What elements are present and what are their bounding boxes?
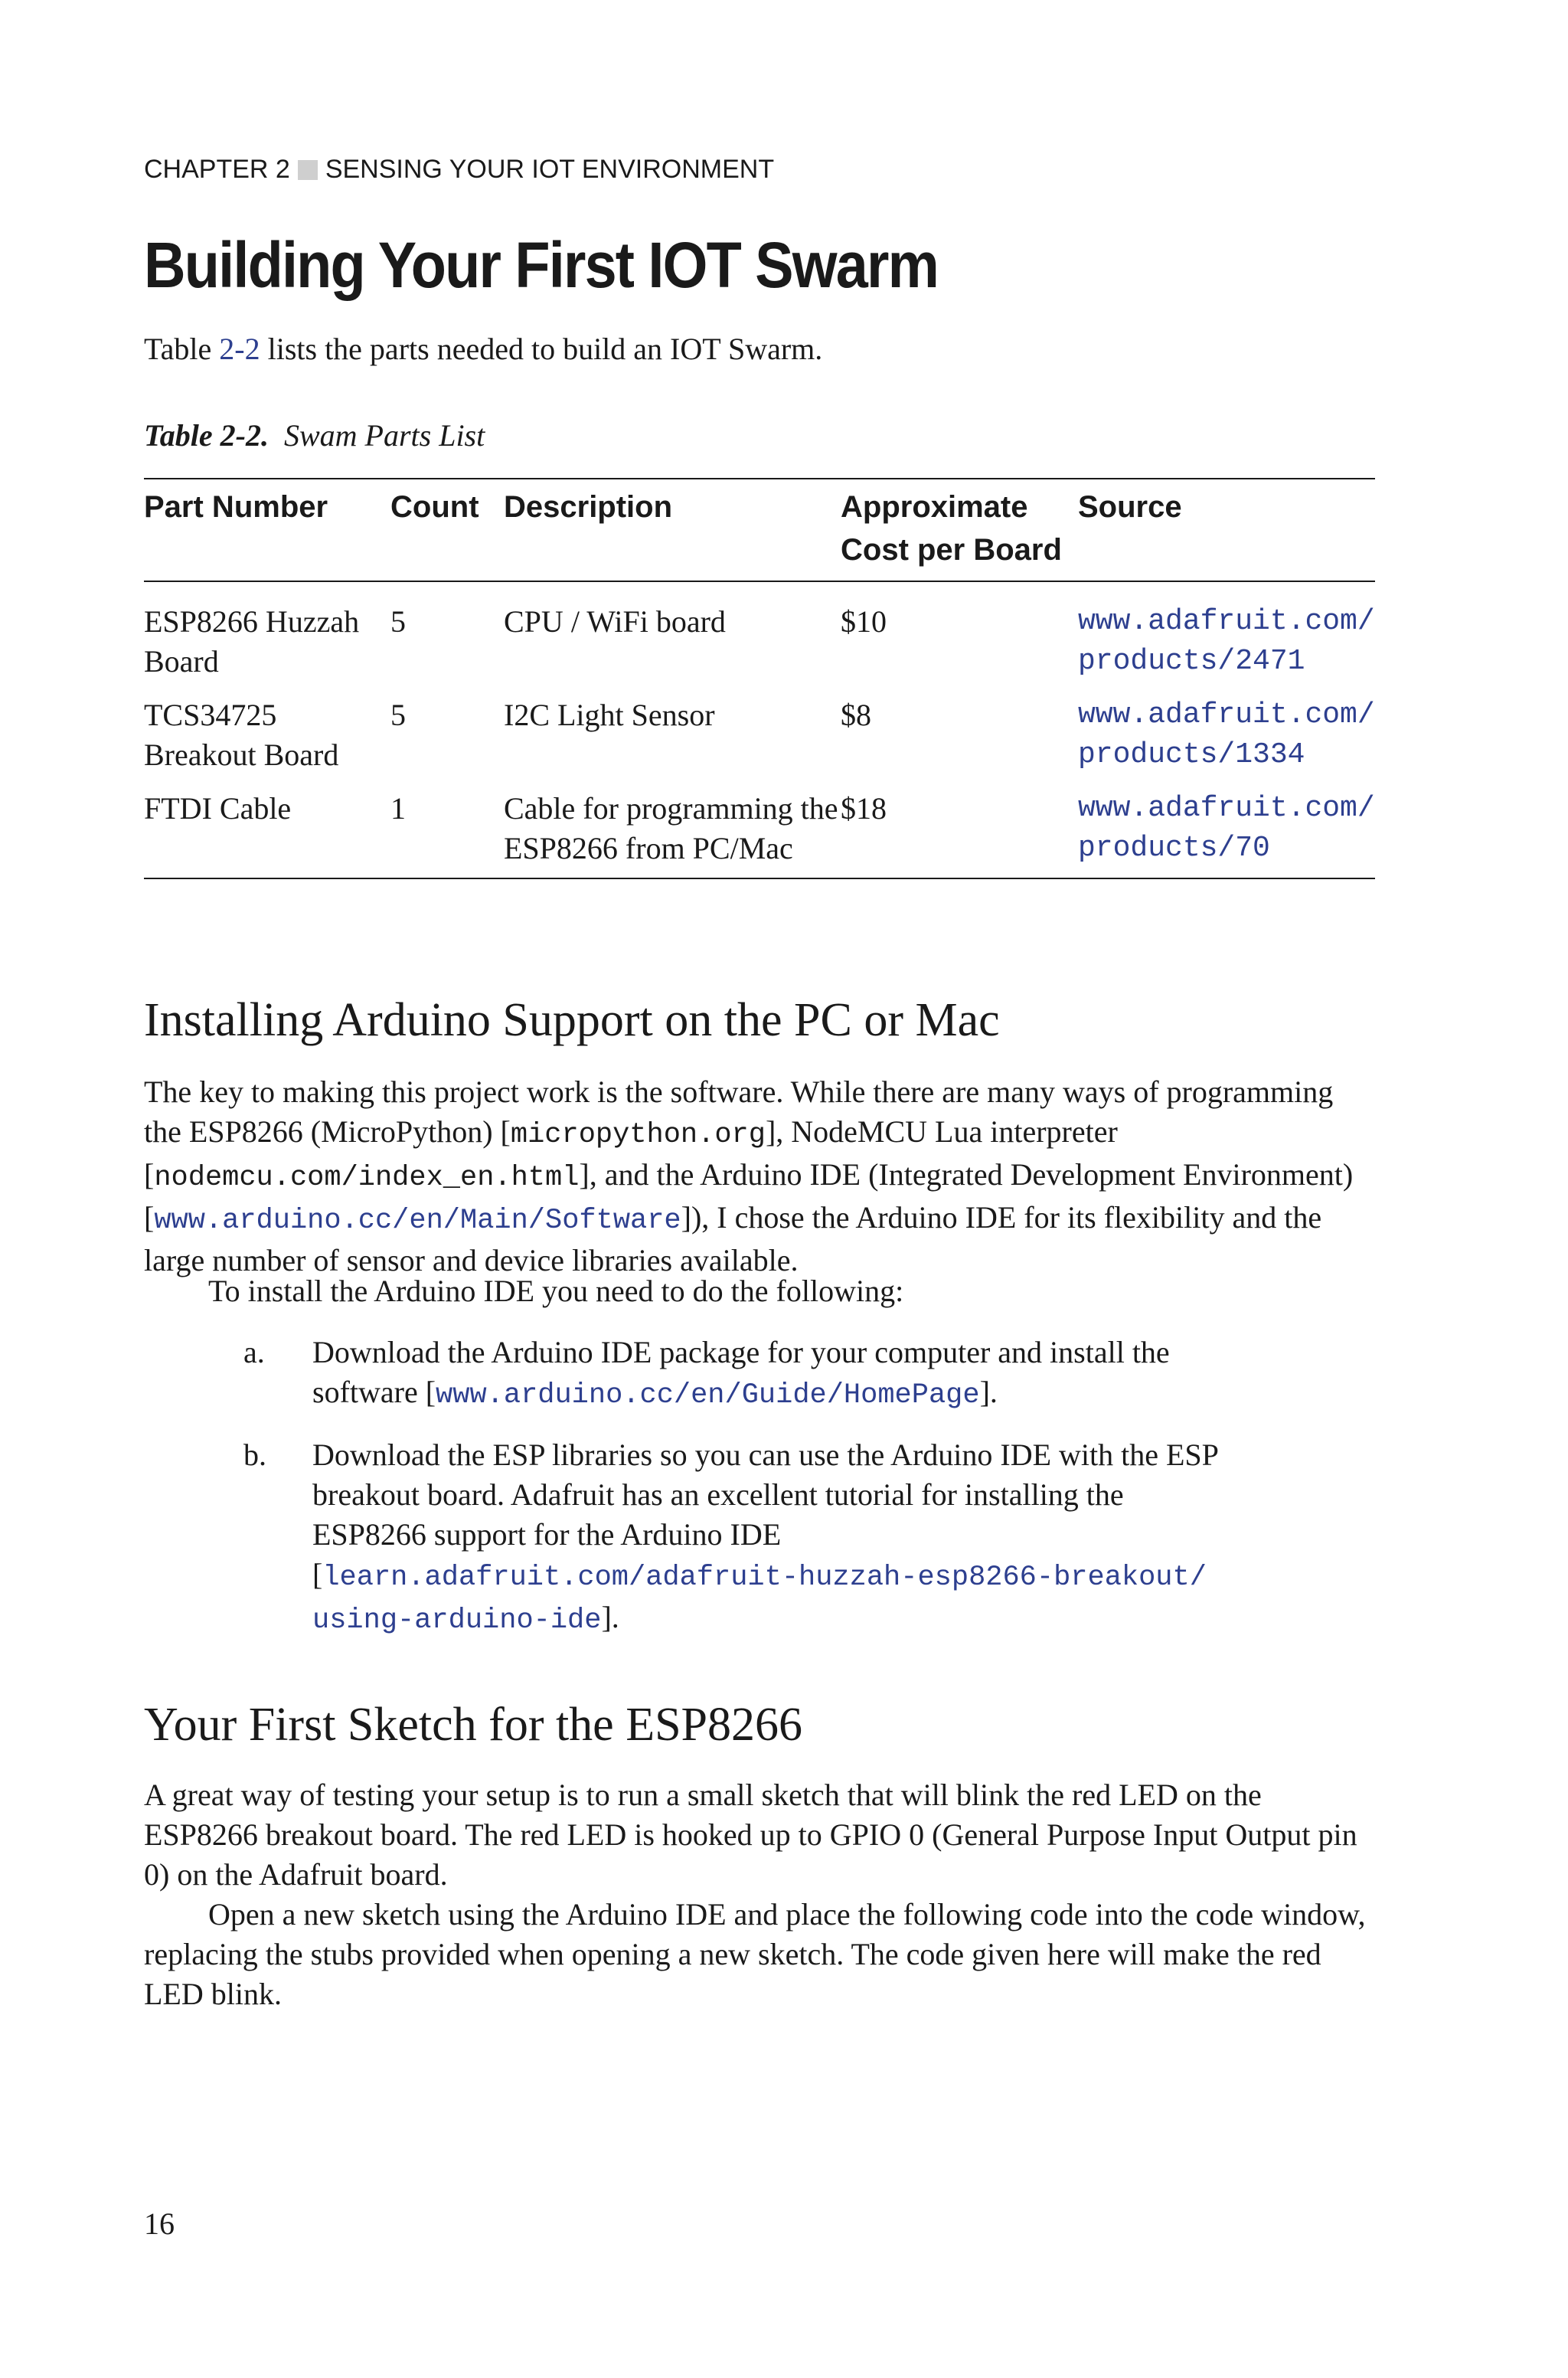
cell-part: ESP8266 Huzzah Board [144,604,360,679]
parts-table [144,478,1375,879]
chapter-title: SENSING YOUR IOT ENVIRONMENT [325,155,775,184]
section2-paragraph-2: Open a new sketch using the Arduino IDE and place the following code into the code window, replacing the stubs provided when opening a new sketch. The code given here will make the red LED blink. [144,1897,1366,2011]
micropython-link[interactable]: micropython.org [510,1119,766,1151]
list-marker: a. [243,1335,265,1369]
adafruit-tutorial-link[interactable]: learn.adafruit.com/adafruit-huzzah-esp8266-breakout/ using-arduino-ide [312,1562,1207,1637]
cell-cost: $8 [841,698,871,732]
list-item-text: Download the Arduino IDE package for your computer and install the software [ [312,1335,1170,1409]
list-marker: b. [243,1438,266,1472]
cell-description: I2C Light Sensor [504,698,715,732]
cell-source-link[interactable]: www.adafruit.com/ products/70 [1078,789,1375,878]
header-cost [841,479,1078,581]
header-description: Description [504,479,841,581]
list-text [312,1435,1239,1640]
square-separator-icon [298,160,318,180]
page-number: 16 [144,2206,175,2241]
p1-text-c: ], and the Arduino IDE (Integrated Development Environment) [ [144,1157,1354,1235]
arduino-software-link[interactable]: www.arduino.cc/en/Main/Software [154,1205,681,1237]
table-caption-label: Table 2-2. [144,418,269,453]
intro-text: Table [144,332,220,366]
table-row [144,695,1375,789]
cell-part: TCS34725 Breakout Board [144,698,339,772]
table-row [144,581,1375,695]
intro-text-end: lists the parts needed to build an IOT Swarm. [260,332,823,366]
table-caption-text: Swam Parts List [283,418,485,453]
cell-count: 1 [390,789,504,878]
nodemcu-link[interactable]: nodemcu.com/index_en.html [154,1162,580,1194]
cell-description: Cable for programming the ESP8266 from PC/Mac [504,789,841,878]
p1-text-d: ]), I chose the Arduino IDE for its flexibility and the large number of sensor and device libraries available. [144,1200,1322,1277]
cell-source-link[interactable]: www.adafruit.com/ products/2471 [1078,605,1375,678]
cell-count: 5 [390,698,406,732]
arduino-guide-link[interactable]: www.arduino.cc/en/Guide/HomePage [436,1379,980,1411]
p1-text-b: ], NodeMCU Lua interpreter [ [144,1114,1118,1192]
list-item [243,1333,1239,1415]
table-header-row [144,479,1375,581]
cell-source-link[interactable]: www.adafruit.com/ products/1334 [1078,698,1375,771]
section-heading-arduino-support: Installing Arduino Support on the PC or Mac [144,994,1000,1046]
cell-cost: $18 [841,789,1078,878]
header-source: Source [1078,479,1375,581]
page-title: Building Your First IOT Swarm [144,229,939,301]
cell-count: 5 [390,604,406,639]
p1-text-a: The key to making this project work is the software. While there are many ways of programming the ESP8266 (MicroPython) [ [144,1075,1334,1149]
list-item-end: ]. [601,1600,619,1634]
table-caption [144,417,485,453]
cell-part: FTDI Cable [144,789,390,878]
chapter-label: CHAPTER 2 [144,155,290,184]
header-count: Count [390,479,504,581]
header-part-number: Part Number [144,479,390,581]
running-header [144,155,774,185]
section-heading-first-sketch: Your First Sketch for the ESP8266 [144,1699,803,1751]
header-cost-text: Approximate Cost per Board [841,490,1062,567]
install-steps-list [243,1333,1239,1640]
table-row [144,789,1375,878]
list-item-end: ]. [979,1375,998,1409]
table-reference-link[interactable]: 2-2 [219,332,260,366]
list-item [243,1435,1239,1640]
cell-description: CPU / WiFi board [504,604,726,639]
section2-paragraph-1: A great way of testing your setup is to run a small sketch that will blink the red LED on the ESP8266 breakout board. The red LED is hooked up to GPIO 0 (General Purpose Input Output pin 0) on the Adafruit board. [144,1778,1357,1892]
list-text [312,1333,1239,1415]
section1-paragraph-2: To install the Arduino IDE you need to do the following: [208,1274,904,1308]
list-item-text: Download the ESP libraries so you can use the Arduino IDE with the ESP breakout board. Adafruit has an excellent tutorial for installing the ESP8266 support for the Arduino IDE [ [312,1438,1218,1591]
section1-paragraph [144,1072,1378,1281]
cell-cost: $10 [841,604,887,639]
intro-paragraph [144,329,1378,369]
